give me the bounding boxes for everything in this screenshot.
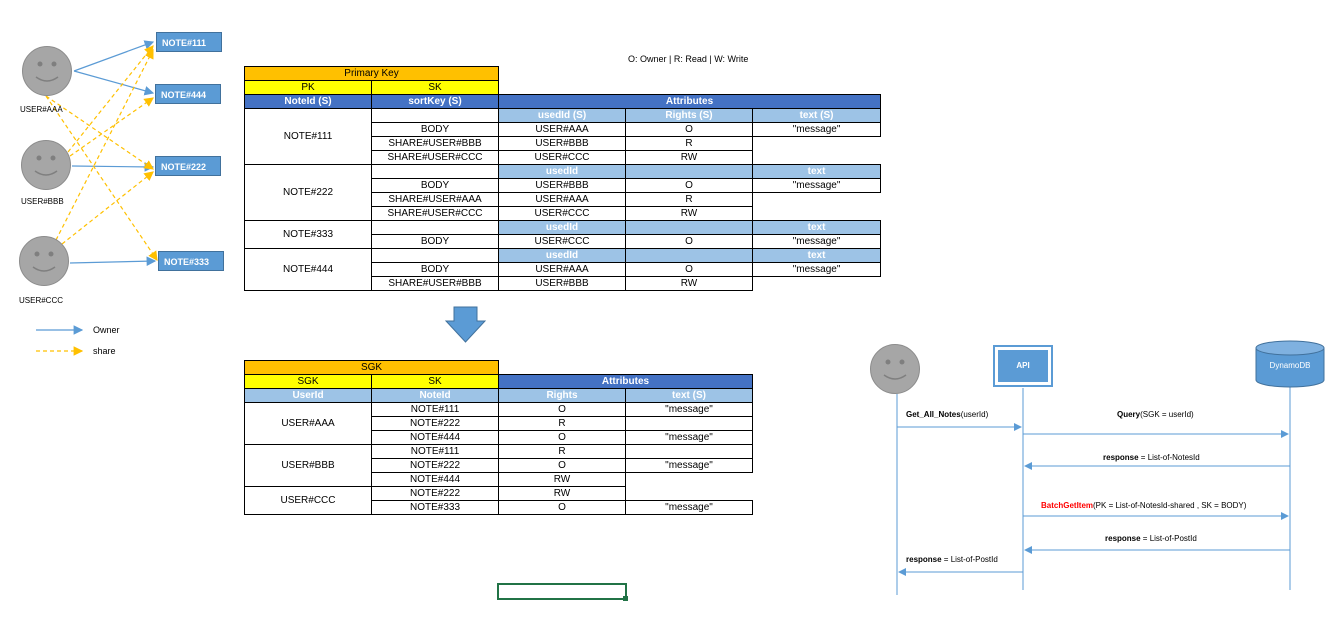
rights-cell: O	[626, 123, 753, 137]
rights-cell: RW	[499, 473, 626, 487]
attr-header-user: usedId (S)	[499, 109, 626, 123]
msg-response-postid-rest: = List-of-PostId	[1140, 534, 1197, 543]
rights-cell: R	[499, 445, 626, 459]
userid-cell: USER#AAA	[245, 403, 372, 445]
smiley-face-icon	[23, 47, 71, 95]
text-cell: "message"	[753, 123, 881, 137]
sk-cell: SHARE#USER#CCC	[372, 151, 499, 165]
user-avatar-bbb	[21, 140, 71, 190]
noteid-cell: NOTE#111	[372, 445, 499, 459]
text-cell: "message"	[753, 235, 881, 249]
attributes-header: Attributes	[499, 95, 881, 109]
rights-cell: RW	[626, 207, 753, 221]
msg-response-user	[906, 555, 998, 564]
sk-cell: SHARE#USER#BBB	[372, 277, 499, 291]
sk-cell: BODY	[372, 235, 499, 249]
note-box-444: NOTE#444	[155, 84, 221, 104]
user-cell: USER#BBB	[499, 277, 626, 291]
user-label-bbb: USER#BBB	[21, 197, 64, 206]
msg-get-all-notes	[906, 410, 988, 419]
primary-key-header: Primary Key	[245, 67, 499, 81]
user-cell: USER#CCC	[499, 207, 626, 221]
api-box	[993, 345, 1053, 387]
sk-cell: SHARE#USER#CCC	[372, 207, 499, 221]
noteid-cell: NOTE#222	[372, 417, 499, 431]
smiley-face-icon	[22, 141, 70, 189]
noteid-cell: NOTE#444	[372, 431, 499, 445]
msg-get-all-notes-bold: Get_All_Notes	[906, 410, 961, 419]
user-cell: USER#AAA	[499, 263, 626, 277]
msg-get-all-notes-rest: (userId)	[960, 410, 989, 419]
user-avatar-aaa	[22, 46, 72, 96]
text-cell: "message"	[626, 459, 753, 473]
msg-query-rest: (SGK = userId)	[1140, 410, 1194, 419]
pk-cell: NOTE#111	[245, 109, 372, 165]
text-cell: "message"	[626, 403, 753, 417]
msg-response-notesid	[1103, 453, 1200, 462]
rights-cell: RW	[626, 151, 753, 165]
col-text: text (S)	[626, 389, 753, 403]
rights-cell: O	[499, 403, 626, 417]
attributes-header: Attributes	[499, 375, 753, 389]
col-noteid: NoteId (S)	[245, 95, 372, 109]
rights-cell: R	[499, 417, 626, 431]
owner-line-aaa-444	[74, 71, 153, 93]
msg-batchgetitem-bold: BatchGetItem	[1041, 501, 1094, 510]
owner-line-aaa-111	[74, 42, 153, 71]
rights-cell: RW	[626, 277, 753, 291]
user-cell: USER#CCC	[499, 151, 626, 165]
rights-cell: O	[499, 501, 626, 515]
sgk-header: SGK	[245, 361, 499, 375]
share-line-bbb-111	[68, 46, 153, 152]
sk-cell: BODY	[372, 179, 499, 193]
legend-share-label: share	[93, 346, 116, 356]
rights-cell: O	[626, 263, 753, 277]
api-label: API	[998, 350, 1048, 382]
rights-cell: O	[626, 179, 753, 193]
msg-response-notesid-rest: = List-of-NotesId	[1138, 453, 1200, 462]
pk-cell: NOTE#444	[245, 249, 372, 291]
notes-table	[244, 66, 881, 291]
user-label-aaa: USER#AAA	[20, 105, 63, 114]
noteid-cell: NOTE#444	[372, 473, 499, 487]
msg-batchgetitem-rest: (PK = List-of-NotesId-shared , SK = BODY)	[1093, 501, 1247, 510]
dynamodb-label: DynamoDB	[1269, 361, 1311, 370]
sgk-index-table	[244, 360, 753, 515]
user-label-ccc: USER#CCC	[19, 296, 64, 305]
pk-header: PK	[245, 81, 372, 95]
pk-cell: NOTE#222	[245, 165, 372, 221]
text-cell: "message"	[626, 501, 753, 515]
sk-header: SK	[372, 81, 499, 95]
share-line-ccc-222	[62, 172, 153, 244]
col-userid: UserId	[245, 389, 372, 403]
sk-cell: BODY	[372, 263, 499, 277]
msg-response-user-rest: = List-of-PostId	[941, 555, 998, 564]
noteid-cell: NOTE#333	[372, 501, 499, 515]
msg-response-postid-bold: response	[1105, 534, 1141, 543]
attr-header-user: usedId	[499, 221, 626, 235]
rights-cell: R	[626, 137, 753, 151]
user-cell: USER#CCC	[499, 235, 626, 249]
smiley-face-icon	[871, 345, 919, 393]
user-cell: USER#BBB	[499, 137, 626, 151]
attr-header-rights	[626, 165, 753, 179]
attr-header-text: text	[753, 221, 881, 235]
user-cell: USER#AAA	[499, 193, 626, 207]
userid-cell: USER#BBB	[245, 445, 372, 487]
noteid-cell: NOTE#111	[372, 403, 499, 417]
msg-query	[1117, 410, 1194, 419]
smiley-face-icon	[20, 237, 68, 285]
text-cell: "message"	[753, 179, 881, 193]
msg-batchgetitem	[1041, 501, 1246, 510]
attr-header-text: text	[753, 165, 881, 179]
sgk-col-header: SGK	[245, 375, 372, 389]
user-cell: USER#BBB	[499, 179, 626, 193]
col-rights: Rights	[499, 389, 626, 403]
col-noteid: NoteId	[372, 389, 499, 403]
client-avatar	[870, 344, 920, 394]
msg-response-notesid-bold: response	[1103, 453, 1139, 462]
owner-line-bbb-222	[72, 166, 153, 167]
noteid-cell: NOTE#222	[372, 459, 499, 473]
msg-response-user-bold: response	[906, 555, 942, 564]
sk-cell: BODY	[372, 123, 499, 137]
attr-header-text: text (S)	[753, 109, 881, 123]
note-box-222: NOTE#222	[155, 156, 221, 176]
sk-cell: SHARE#USER#BBB	[372, 137, 499, 151]
user-avatar-ccc	[19, 236, 69, 286]
text-cell: "message"	[753, 263, 881, 277]
attr-header-rights	[626, 249, 753, 263]
noteid-cell: NOTE#222	[372, 487, 499, 501]
rights-cell: O	[499, 431, 626, 445]
owner-line-ccc-333	[70, 261, 155, 263]
col-sortkey: sortKey (S)	[372, 95, 499, 109]
rights-cell: R	[626, 193, 753, 207]
text-cell: "message"	[626, 431, 753, 445]
attr-header-user: usedId	[499, 249, 626, 263]
attr-header-text: text	[753, 249, 881, 263]
down-arrow-icon	[446, 307, 485, 342]
legend-owner-label: Owner	[93, 325, 120, 335]
attr-header-user: usedId	[499, 165, 626, 179]
attr-header-rights	[626, 221, 753, 235]
rights-legend: O: Owner | R: Read | W: Write	[628, 54, 749, 64]
selected-cell[interactable]	[498, 584, 626, 599]
sk-col-header: SK	[372, 375, 499, 389]
selection-handle[interactable]	[623, 596, 628, 601]
rights-cell: O	[499, 459, 626, 473]
note-box-333: NOTE#333	[158, 251, 224, 271]
share-line-bbb-444	[70, 98, 153, 156]
note-box-111: NOTE#111	[156, 32, 222, 52]
rights-cell: O	[626, 235, 753, 249]
rights-cell: RW	[499, 487, 626, 501]
attr-header-rights: Rights (S)	[626, 109, 753, 123]
userid-cell: USER#CCC	[245, 487, 372, 515]
user-cell: USER#AAA	[499, 123, 626, 137]
msg-query-bold: Query	[1117, 410, 1141, 419]
msg-response-postid	[1105, 534, 1197, 543]
pk-cell: NOTE#333	[245, 221, 372, 249]
sk-cell: SHARE#USER#AAA	[372, 193, 499, 207]
